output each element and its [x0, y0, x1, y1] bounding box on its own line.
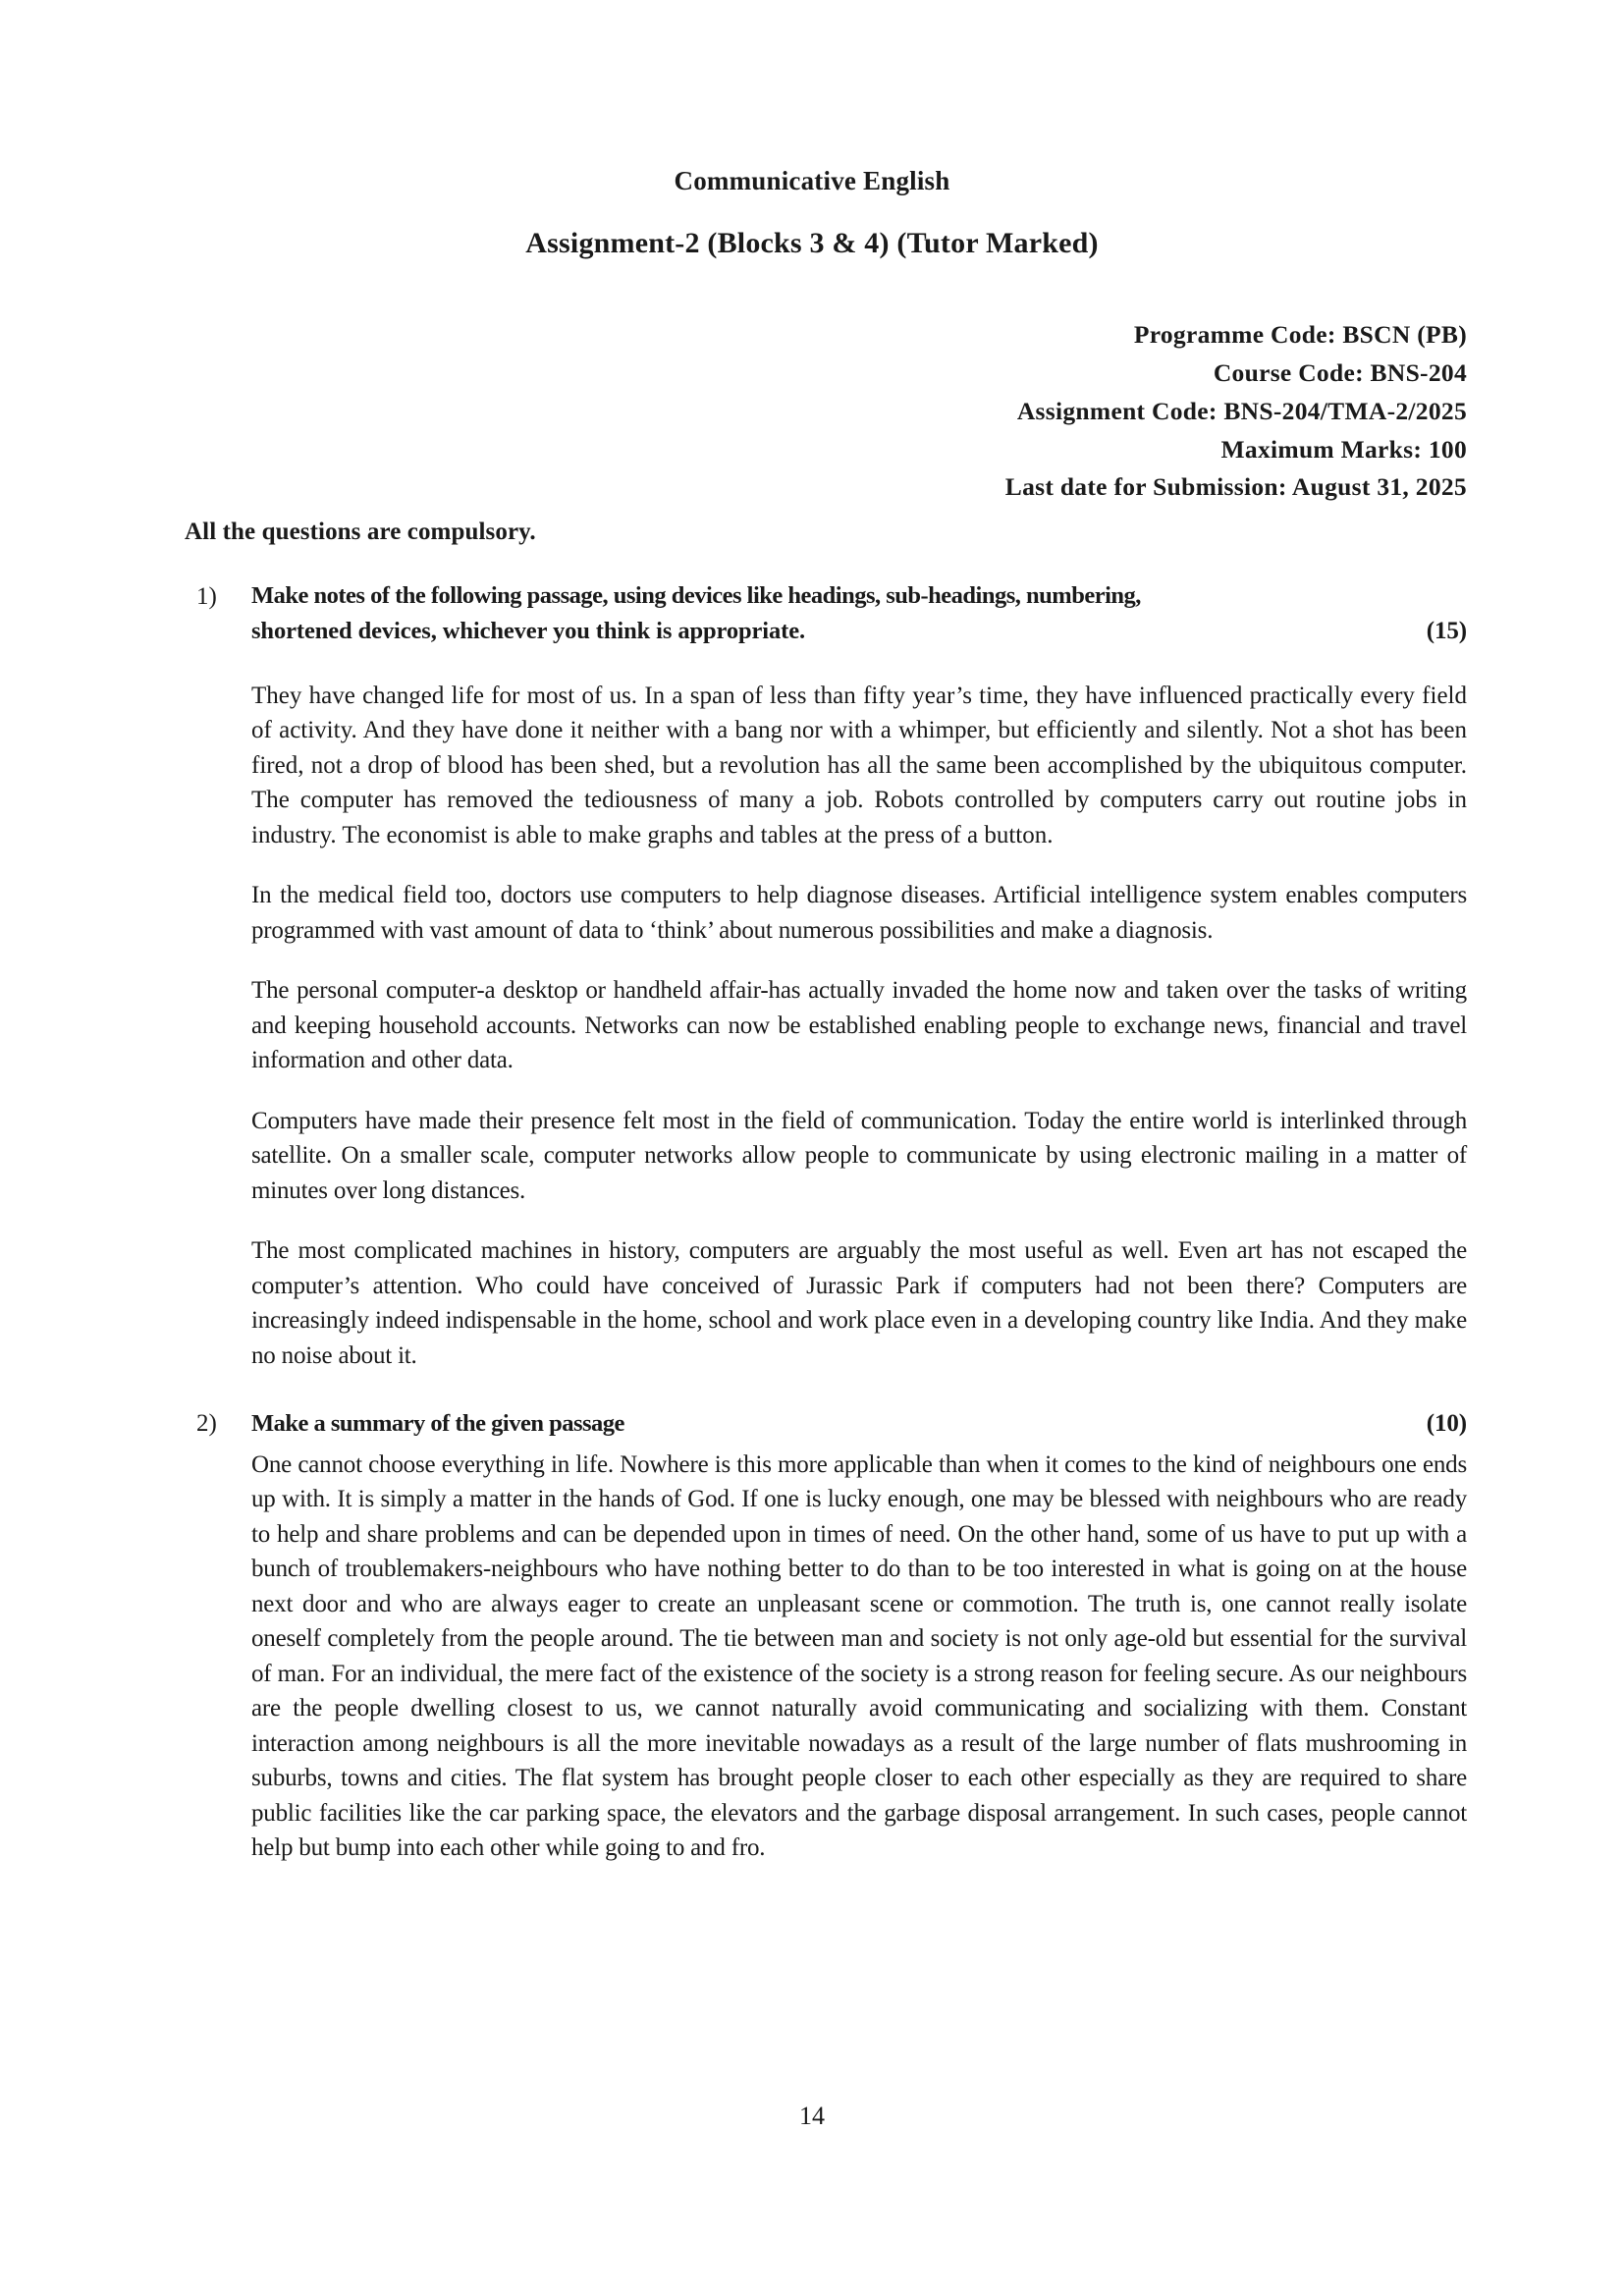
last-date-for-submission: Last date for Submission: August 31, 2025 [1004, 472, 1467, 502]
question-1-paragraph-4: Computers have made their presence felt most in the field of communication. Today the entire world is interlinked through satellite. On a smaller scale, computer networks allow people to communicate by using electronic mailing in a matter of minutes over long distances. [251, 1107, 1467, 1204]
course-code: Course Code: BNS-204 [1213, 358, 1467, 387]
question-1-number: 1) [196, 583, 217, 610]
compulsory-instruction: All the questions are compulsory. [185, 519, 536, 545]
question-1-prompt [251, 579, 1467, 649]
question-1-prompt-line-1: Make notes of the following passage, using devices like headings, sub-headings, numbering, [251, 582, 1141, 609]
question-2-body [251, 1406, 1467, 1866]
assignment-title: Assignment-2 (Blocks 3 & 4) (Tutor Marked) [525, 226, 1099, 259]
document-header [0, 0, 1624, 261]
question-1-prompt-line-2-row [251, 614, 1467, 649]
programme-code: Programme Code: BSCN (PB) [1133, 320, 1467, 350]
question-1-paragraph-1: They have changed life for most of us. In a span of less than fifty year’s time, they have influenced practically every field of activity. And they have done it neither with a bang nor with a whimper, but efficiently and silently. Not a shot has been fired, not a drop of blood has been shed, but a revolution has all the same been accomplished by the ubiquitous computer. The computer has removed the tediousness of many a job. Robots controlled by computers carry out routine jobs in industry. The economist is able to make graphs and tables at the press of a button. [251, 682, 1467, 848]
question-2-marks: (10) [1426, 1410, 1467, 1438]
question-1-marks: (15) [1426, 617, 1467, 644]
course-title: Communicative English [674, 166, 950, 195]
question-1-paragraph-5: The most complicated machines in history, computers are arguably the most useful as well. Even art has not escaped the computer’s attention. Who could have conceived of Jurassic Park if computers had not been there? Computers are increasingly indeed indispensable in the home, school and work place even in a developing country like India. And they make no noise about it. [251, 1237, 1467, 1369]
assignment-metadata [0, 316, 1624, 507]
question-1-paragraph-2: In the medical field too, doctors use computers to help diagnose diseases. Artificial intelligence system enables computers programmed with vast amount of data to ‘think’ about numerous possibilities and make a diagnosis. [251, 882, 1467, 944]
assignment-code: Assignment Code: BNS-204/TMA-2/2025 [1016, 396, 1467, 425]
page-number: 14 [799, 2102, 825, 2130]
question-1-prompt-line-2: shortened devices, whichever you think is appropriate. [251, 617, 806, 644]
question-2-prompt-row [251, 1406, 1467, 1442]
maximum-marks: Maximum Marks: 100 [1220, 434, 1467, 464]
question-2 [0, 1406, 1624, 1866]
question-1-body [251, 579, 1467, 1373]
question-1-paragraph-3: The personal computer-a desktop or handheld affair-has actually invaded the home now and taken over the tasks of writing and keeping household accounts. Networks can now be established enabling people to exchange news, financial and travel information and other data. [251, 977, 1467, 1074]
question-2-paragraph-1: One cannot choose everything in life. Nowhere is this more applicable than when it comes to the kind of neighbours one ends up with. It is simply a matter in the hands of God. If one is lucky enough, one may be blessed with neighbours who are ready to help and share problems and can be depended upon in times of need. On the other hand, some of us have to put up with a bunch of troublemakers-neighbours who have nothing better to do than to be too interested in what is going on at the house next door and who are always eager to create an unpleasant scene or commotion. The truth is, one cannot really isolate oneself completely from the people around. The tie between man and society is not only age-old but essential for the survival of man. For an individual, the mere fact of the existence of the society is a strong reason for feeling secure. As our neighbours are the people dwelling closest to us, we cannot naturally avoid communicating and socializing with them. Constant interaction among neighbours is all the more inevitable nowadays as a result of the large number of flats mushrooming in suburbs, towns and cities. The flat system has brought people closer to each other especially as they are required to share public facilities like the car parking space, the elevators and the garbage disposal arrangement. In such cases, people cannot help but bump into each other while going to and fro. [251, 1450, 1467, 1862]
question-1 [0, 579, 1624, 1373]
question-2-prompt-line-1: Make a summary of the given passage [251, 1410, 624, 1438]
question-2-number: 2) [196, 1410, 217, 1438]
question-2-prompt [251, 1406, 1467, 1442]
